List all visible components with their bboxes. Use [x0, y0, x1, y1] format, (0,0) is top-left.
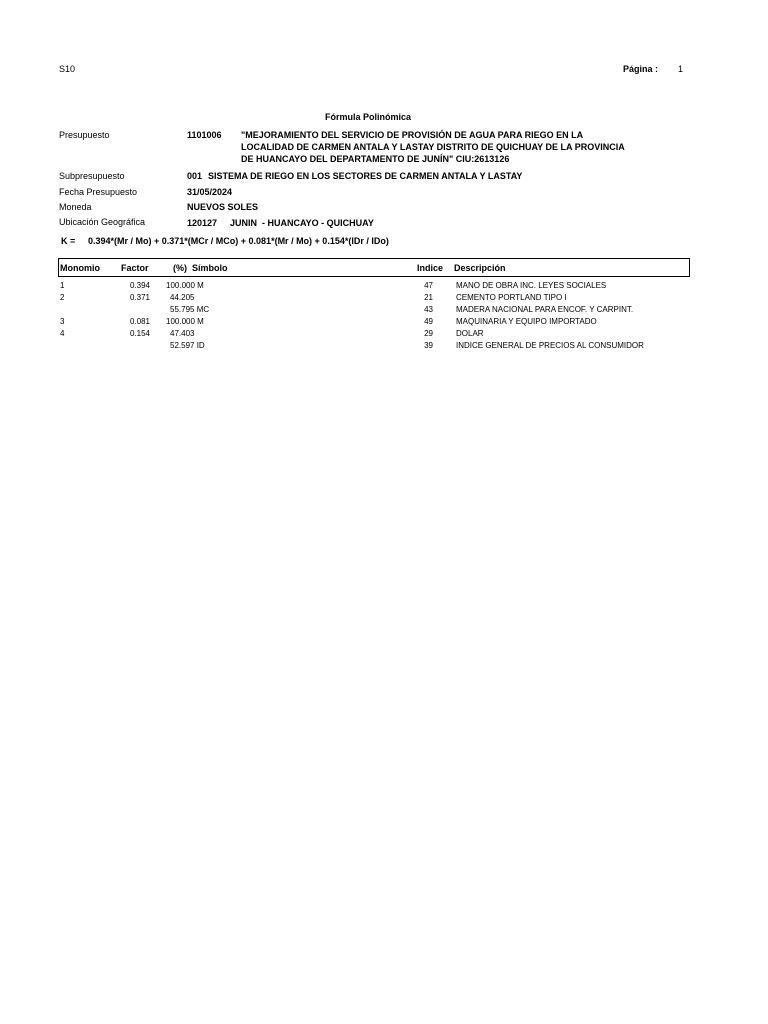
cell-indice: 43 [424, 305, 433, 314]
cell-percent-simbolo: 55.795 MC [170, 305, 210, 314]
cell-indice: 29 [424, 329, 433, 338]
cell-factor: 0.371 [129, 293, 150, 302]
formula-label: K = [61, 236, 76, 246]
cell-indice: 39 [424, 341, 433, 350]
cell-monomio: 1 [60, 281, 65, 290]
cell-monomio: 3 [60, 317, 65, 326]
cell-descripcion: DOLAR [456, 329, 484, 338]
presupuesto-desc-line: LOCALIDAD DE CARMEN ANTALA Y LASTAY DISTRITO DE QUICHUAY DE LA PROVINCIA [241, 142, 625, 152]
moneda-value: NUEVOS SOLES [187, 202, 259, 212]
cell-descripcion: CEMENTO PORTLAND TIPO I [456, 293, 567, 302]
table-header [58, 258, 690, 277]
cell-monomio: 2 [60, 293, 65, 302]
cell-descripcion: MANO DE OBRA INC. LEYES SOCIALES [456, 281, 607, 290]
report-code: S10 [59, 64, 76, 74]
table-row [58, 293, 690, 305]
ubicacion-desc: JUNIN - HUANCAYO - QUICHUAY [230, 218, 374, 228]
presupuesto-label: Presupuesto [59, 130, 110, 140]
table-row [58, 329, 690, 341]
header-percent-simbolo: (%) Símbolo [173, 263, 228, 273]
cell-percent-simbolo: 52.597 ID [170, 341, 205, 350]
cell-factor: 0.154 [129, 329, 150, 338]
table-row [58, 281, 690, 293]
ubicacion-label: Ubicación Geográfica [59, 217, 146, 227]
cell-indice: 49 [424, 317, 433, 326]
cell-descripcion: MADERA NACIONAL PARA ENCOF. Y CARPINT. [456, 305, 634, 314]
presupuesto-desc-line: "MEJORAMIENTO DEL SERVICIO DE PROVISIÓN DE AGUA PARA RIEGO EN LA [241, 130, 584, 140]
table-row [58, 317, 690, 329]
formula-expression: 0.394*(Mr / Mo) + 0.371*(MCr / MCo) + 0.081*(Mr / Mo) + 0.154*(IDr / IDo) [88, 236, 389, 246]
cell-monomio: 4 [60, 329, 65, 338]
header-factor: Factor [121, 263, 149, 273]
fecha-label: Fecha Presupuesto [59, 187, 138, 197]
cell-percent-simbolo: 47.403 [170, 329, 195, 338]
moneda-label: Moneda [59, 202, 92, 212]
table-row [58, 305, 690, 317]
cell-descripcion: INDICE GENERAL DE PRECIOS AL CONSUMIDOR [456, 341, 644, 350]
cell-percent-simbolo: 100.000 M [166, 281, 204, 290]
header-indice: Indice [417, 263, 444, 273]
presupuesto-code: 1101006 [187, 130, 222, 140]
cell-factor: 0.394 [129, 281, 150, 290]
subpresupuesto-label: Subpresupuesto [59, 171, 125, 181]
cell-percent-simbolo: 100.000 M [166, 317, 204, 326]
ubicacion-code: 120127 [187, 218, 218, 228]
presupuesto-desc-line: DE HUANCAYO DEL DEPARTAMENTO DE JUNÍN" CIU:2613126 [241, 154, 510, 164]
cell-factor: 0.081 [129, 317, 150, 326]
cell-indice: 47 [424, 281, 433, 290]
cell-descripcion: MAQUINARIA Y EQUIPO IMPORTADO [456, 317, 597, 326]
cell-indice: 21 [424, 293, 433, 302]
page-number: 1 [678, 64, 684, 74]
subpresupuesto-desc: SISTEMA DE RIEGO EN LOS SECTORES DE CARMEN ANTALA Y LASTAY [208, 171, 523, 181]
fecha-value: 31/05/2024 [187, 187, 233, 197]
cell-percent-simbolo: 44.205 [170, 293, 195, 302]
header-monomio: Monomio [60, 263, 100, 273]
table-row [58, 341, 690, 353]
report-title: Fórmula Polinómica [324, 112, 411, 122]
page-label: Página : [623, 64, 659, 74]
header-descripcion: Descripción [454, 263, 506, 273]
subpresupuesto-code: 001 [187, 171, 203, 181]
